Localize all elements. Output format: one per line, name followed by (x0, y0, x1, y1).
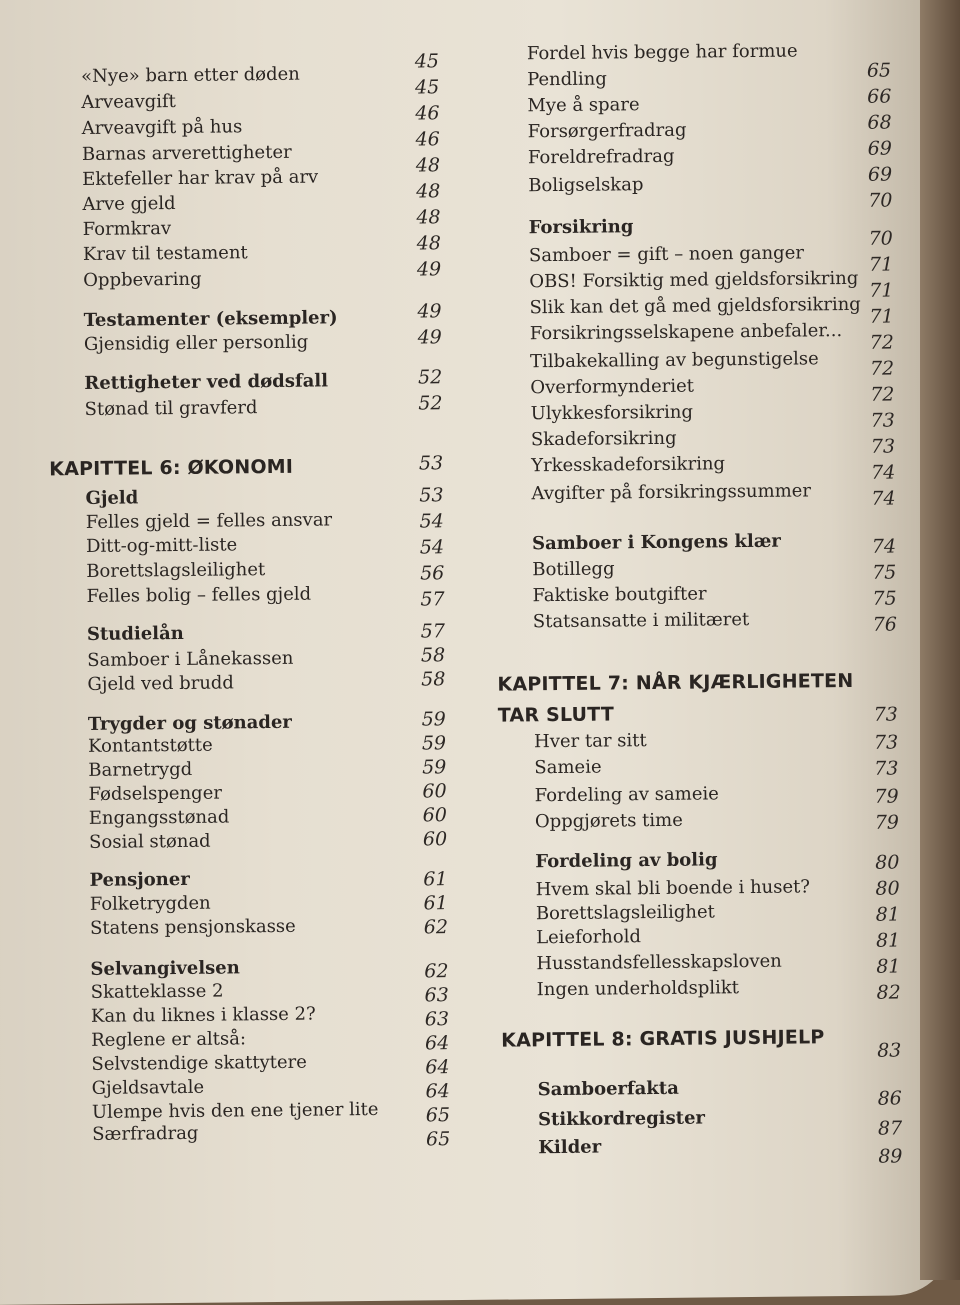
page-number: 79 (874, 785, 899, 808)
page-number: 61 (423, 868, 448, 891)
toc-entry: Statens pensjonskasse (89, 915, 296, 939)
toc-entry: Pendling (527, 68, 607, 91)
toc-entry: Engangsstønad (88, 806, 230, 829)
toc-entry: Arveavgift på hus (81, 116, 243, 139)
page-number: 49 (416, 258, 442, 281)
section-heading: Stikkordregister (537, 1107, 706, 1131)
page-number: 59 (422, 756, 447, 779)
page-number: 58 (420, 644, 446, 667)
toc-entry: Felles gjeld = felles ansvar (85, 509, 333, 533)
page-number: 87 (877, 1117, 903, 1140)
page-number: 73 (874, 757, 899, 780)
page-number: 53 (418, 452, 444, 475)
page-number: 49 (417, 326, 442, 349)
page-number: 56 (420, 562, 445, 585)
toc-entry: Leieforhold (536, 926, 642, 949)
page-number: 61 (423, 892, 448, 915)
page-number: 89 (878, 1145, 903, 1168)
section-heading: Samboer i Kongens klær (531, 530, 781, 555)
toc-entry: Boligselskap (528, 174, 644, 197)
toc-entry: Krav til testament (82, 242, 248, 265)
toc-entry: Ektefeller har krav på arv (82, 166, 319, 190)
next-page-edge (920, 0, 960, 1280)
page-number: 65 (425, 1104, 451, 1127)
toc-entry: Botillegg (532, 558, 615, 581)
toc-entry: Skadeforsikring (530, 427, 677, 451)
page-number: 74 (871, 535, 897, 558)
toc-entry: Oppgjørets time (534, 809, 683, 833)
page-number: 60 (422, 780, 447, 803)
toc-entry: Stønad til gravferd (84, 397, 258, 420)
page-number: 66 (867, 85, 892, 108)
page-number: 83 (877, 1039, 902, 1062)
toc-entry: Sameie (534, 756, 602, 779)
toc-entry: Yrkesskadeforsikring (531, 453, 726, 477)
section-heading: Selvangivelsen (90, 957, 240, 980)
section-heading: Samboerfakta (537, 1077, 679, 1101)
page-number: 73 (873, 703, 898, 726)
page-number: 68 (867, 111, 892, 134)
page-number: 52 (418, 392, 443, 415)
page-number: 72 (870, 383, 895, 406)
toc-entry: Ulykkesforsikring (530, 401, 694, 425)
toc-entry: Ulempe hvis den ene tjener lite (91, 1098, 379, 1123)
toc-entry: Særfradrag (92, 1122, 199, 1145)
toc-entry: Forsikringsselskapene anbefaler... (529, 320, 843, 345)
toc-entry: Oppbevaring (83, 268, 202, 291)
chapter-heading: KAPITTEL 8: GRATIS JUSHJELP (501, 1026, 825, 1052)
page-number: 75 (872, 561, 897, 584)
page-number: 46 (415, 128, 440, 151)
toc-entry: Samboer i Lånekassen (87, 647, 294, 671)
page-number: 46 (415, 102, 440, 125)
page-number: 69 (867, 137, 893, 160)
section-heading: Forsikring (528, 216, 634, 239)
page-number: 54 (419, 536, 445, 559)
page-number: 79 (874, 811, 900, 834)
page-number: 81 (875, 929, 901, 952)
toc-entry: Borettslagsleilighet (86, 559, 266, 582)
page-number: 54 (419, 510, 444, 533)
page-number: 81 (876, 955, 901, 978)
toc-entry: Fordeling av sameie (534, 783, 719, 807)
toc-entry: Hver tar sitt (533, 730, 647, 753)
toc-entry: Ditt-og-mitt-liste (85, 534, 238, 557)
page-number: 80 (875, 851, 900, 874)
toc-entry: Arve gjeld (82, 192, 176, 215)
page-number: 45 (414, 50, 440, 73)
toc-entry: Barnetrygd (88, 758, 193, 781)
toc-entry: Forsørgerfradrag (527, 119, 687, 143)
page-number: 48 (415, 154, 441, 177)
page-number: 75 (872, 587, 897, 610)
page-number: 48 (416, 180, 441, 203)
page-number: 62 (424, 960, 449, 983)
toc-entry: Borettslagsleilighet (535, 901, 715, 925)
toc-entry: Gjeld ved brudd (87, 672, 235, 695)
toc-entry: Skatteklasse 2 (90, 980, 224, 1003)
toc-entry: Arveavgift (81, 90, 176, 113)
section-heading: Gjeld (85, 487, 139, 509)
chapter-heading: KAPITTEL 6: ØKONOMI (49, 455, 294, 481)
page-number: 63 (424, 1008, 450, 1031)
page-number: 59 (421, 732, 447, 755)
page-number: 60 (422, 804, 447, 827)
toc-entry: Sosial stønad (89, 830, 211, 853)
page-number: 72 (869, 357, 895, 380)
toc-entry: Mye å spare (527, 94, 640, 117)
page-number: 74 (870, 461, 896, 484)
toc-entry: Statsansatte i militæret (532, 609, 750, 633)
page-number: 72 (869, 331, 895, 354)
page-number: 64 (425, 1080, 450, 1103)
toc-entry: Samboer = gift – noen ganger (528, 242, 805, 267)
section-heading: Pensjoner (89, 868, 190, 891)
page-number: 53 (419, 484, 444, 507)
page-number: 73 (870, 435, 896, 458)
page-number: 57 (420, 588, 445, 611)
toc-entry: Gjensidig eller personlig (83, 331, 309, 355)
toc-entry: Tilbakekalling av begunstigelse (529, 348, 819, 373)
page-number: 48 (416, 206, 441, 229)
toc-entry: Husstandsfellesskapsloven (536, 950, 782, 975)
toc-entry: Selvstendige skattytere (91, 1051, 308, 1075)
toc-entry: Formkrav (82, 218, 172, 240)
page-number: 48 (416, 232, 441, 255)
page-number: 71 (869, 305, 894, 328)
page-number: 64 (424, 1032, 450, 1055)
page-number: 63 (424, 984, 449, 1007)
toc-entry: Fødselspenger (88, 782, 223, 805)
toc-entry: Slik kan det gå med gjeldsforsikring (529, 293, 861, 319)
page-number: 69 (867, 163, 893, 186)
page-number: 64 (425, 1056, 450, 1079)
page-number: 62 (423, 916, 449, 939)
page-number: 65 (425, 1128, 451, 1151)
page-number: 57 (420, 620, 446, 643)
page-number: 73 (870, 409, 895, 432)
toc-entry: Hvem skal bli boende i huset? (535, 876, 811, 901)
page-number: 59 (421, 708, 446, 731)
toc-entry: Ingen underholdsplikt (536, 977, 740, 1001)
toc-entry: Gjeldsavtale (91, 1076, 205, 1099)
chapter-heading: KAPITTEL 7: NÅR KJÆRLIGHETEN TAR SLUTT (497, 669, 854, 727)
toc-entry: Folketrygden (89, 892, 211, 915)
page-number: 80 (875, 877, 900, 900)
page-number: 71 (868, 253, 894, 276)
section-heading: Rettigheter ved dødsfall (84, 370, 329, 394)
page-number: 82 (876, 981, 901, 1004)
section-heading: Fordeling av bolig (535, 849, 718, 873)
section-heading: Testamenter (eksempler) (83, 307, 338, 331)
page-number: 60 (422, 828, 448, 851)
section-heading: Kilder (538, 1136, 602, 1159)
toc-entry: Felles bolig – felles gjeld (86, 583, 312, 607)
section-heading: Trygder og stønader (87, 711, 292, 735)
page-number: 70 (868, 189, 893, 212)
page-number: 86 (877, 1087, 902, 1110)
page-number: 81 (875, 903, 901, 926)
section-heading: Studielån (86, 622, 184, 645)
page-number: 65 (866, 59, 892, 82)
toc-entry: Kan du liknes i klasse 2? (90, 1003, 316, 1027)
toc-entry: «Nye» barn etter døden (80, 63, 300, 87)
toc-entry: Foreldrefradrag (527, 145, 675, 169)
page-number: 76 (872, 613, 897, 636)
page-number: 58 (421, 668, 446, 691)
toc-entry: Fordel hvis begge har formue (526, 40, 798, 65)
page-number: 70 (868, 227, 893, 250)
toc-entry: Kontantstøtte (88, 734, 213, 757)
toc-entry: Reglene er altså: (91, 1028, 247, 1051)
page-number: 49 (417, 300, 442, 323)
toc-entry: Faktiske boutgifter (532, 583, 707, 607)
toc-entry: Barnas arverettigheter (81, 141, 292, 165)
page-number: 45 (414, 76, 440, 99)
page-number: 71 (869, 279, 894, 302)
toc-entry: Avgifter på forsikringssummer (531, 480, 812, 505)
toc-entry: OBS! Forsiktig med gjeldsforsikring (529, 267, 859, 293)
page-number: 73 (873, 731, 899, 754)
page-number: 52 (417, 366, 443, 389)
toc-entry: Overformynderiet (530, 375, 695, 399)
page-number: 74 (871, 487, 896, 510)
